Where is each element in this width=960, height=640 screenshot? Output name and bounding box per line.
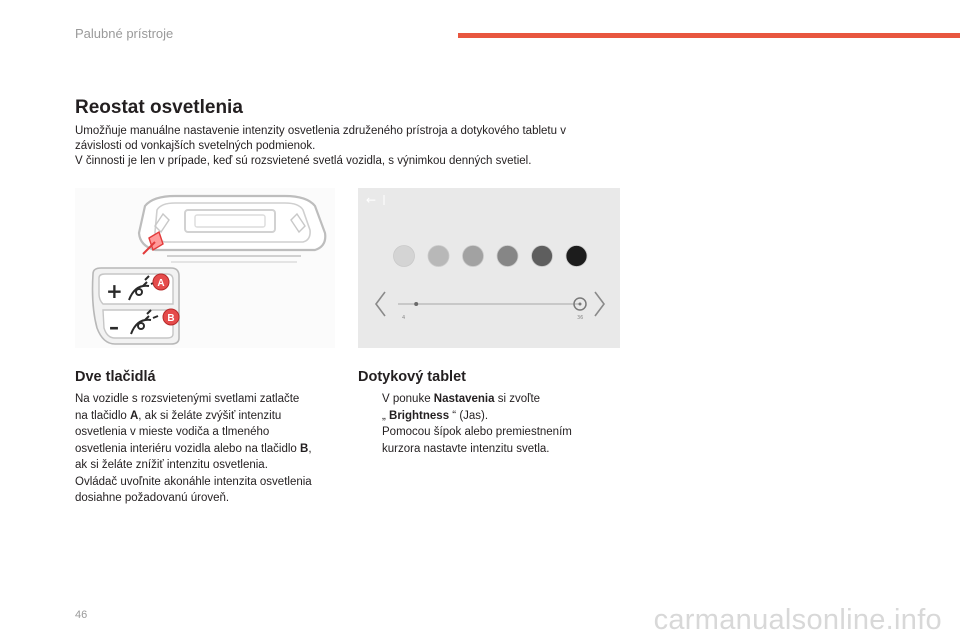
button-ref-b: B (300, 442, 309, 455)
touch-tablet-illustration (358, 188, 620, 348)
chevron-left-icon[interactable] (376, 292, 385, 316)
intro-line: V činnosti je len v prípade, keď sú rozsvietené svetlá vozidla, s výnimkou denných svetiel. (75, 155, 532, 167)
text-line: kurzora nastavte intenzitu svetla. (382, 442, 550, 455)
chevron-right-icon[interactable] (595, 292, 604, 316)
text-line (382, 408, 628, 425)
header-accent-bar (458, 33, 960, 38)
text-line: Ovládač uvoľnite akonáhle intenzita osvetlenia (75, 475, 312, 488)
dashboard-buttons-illustration (75, 188, 335, 348)
brightness-swatch[interactable] (532, 246, 553, 267)
text-line: Na vozidle s rozsvietenými svetlami zatlačte (75, 393, 300, 405)
text-fragment: na tlačidlo (75, 409, 130, 422)
page-title: Reostat osvetlenia (75, 97, 243, 118)
text-fragment: si zvoľte (494, 393, 541, 405)
dashboard-illustration-svg (75, 188, 335, 348)
slider-min-label: 4 (402, 315, 406, 321)
back-arrow-icon[interactable]: ← (366, 193, 377, 207)
text-line (75, 408, 345, 425)
text-line: osvetlenia v mieste vodiča a tlmeného (75, 426, 270, 438)
text-fragment: , (308, 442, 312, 455)
slider-thumb[interactable] (414, 302, 418, 306)
brightness-swatch[interactable] (497, 246, 518, 267)
intro-line: závislosti od vonkajších svetelných podmienok. (75, 140, 316, 152)
section-title-two-buttons: Dve tlačidlá (75, 369, 156, 385)
bullet-item (358, 391, 628, 424)
text-fragment: „ (382, 409, 390, 422)
text-fragment: osvetlenia interiéru vozidla alebo na tlačidlo (75, 442, 301, 455)
bullet-item (358, 424, 628, 457)
text-line (75, 441, 345, 458)
text-line: ak si želáte znížiť intenzitu osvetlenia. (75, 459, 268, 471)
text-fragment: , ak si želáte zvýšiť intenzitu (138, 409, 282, 422)
intro-line: Umožňuje manuálne nastavenie intenzity osvetlenia združeného prístroja a dotykového tabletu v (75, 125, 566, 137)
intro-text (75, 124, 625, 169)
menu-name: Nastavenia (433, 393, 495, 405)
brightness-swatch[interactable] (566, 246, 587, 267)
brightness-swatch[interactable] (463, 246, 484, 267)
page-number: 46 (75, 609, 88, 621)
slider-max-label: 36 (577, 315, 584, 321)
text-line (382, 391, 628, 408)
tablet-screen-svg (358, 188, 620, 348)
slider-max-dial-dot (579, 303, 582, 306)
touch-tablet-text (358, 391, 628, 457)
header-title: Palubné prístroje (75, 26, 174, 41)
button-ref-a: A (129, 409, 139, 422)
text-line: dosiahne požadovanú úroveň. (75, 492, 230, 504)
brightness-swatch[interactable] (394, 246, 415, 267)
watermark: carmanualsonline.info (653, 604, 942, 636)
brightness-swatch[interactable] (428, 246, 449, 267)
two-buttons-text (75, 391, 345, 507)
button-a-label: A (157, 278, 165, 289)
minus-sign: – (109, 315, 119, 339)
text-fragment: V ponuke (382, 393, 434, 405)
text-line: Pomocou šípok alebo premiestnením (382, 426, 572, 438)
button-b-label: B (167, 313, 175, 324)
text-fragment: “ (Jas). (449, 409, 489, 422)
menu-item-name: Brightness (389, 409, 450, 422)
section-title-touch-tablet: Dotykový tablet (358, 369, 466, 385)
brightness-swatches (394, 246, 588, 267)
plus-sign: + (106, 279, 123, 303)
